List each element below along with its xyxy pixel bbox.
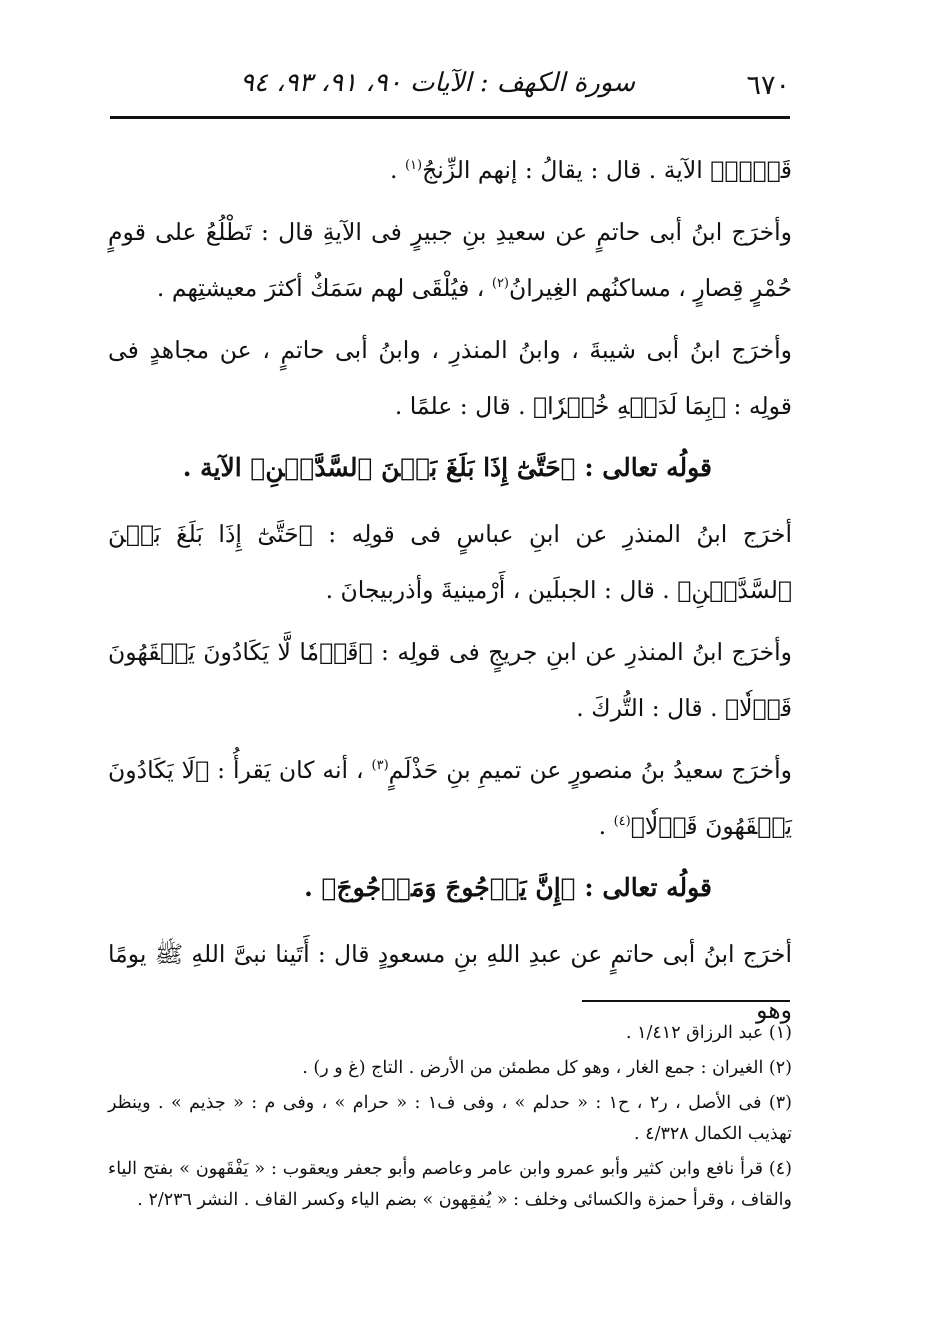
paragraph	[108, 506, 792, 618]
footnote-ref[interactable]: (٤)	[613, 814, 631, 830]
paragraph-text: قَوۡمٖ﴾ الآية . قال : يقالُ : إنهم الزِّنجُ	[422, 156, 792, 184]
paragraph	[108, 322, 792, 434]
paragraph	[108, 204, 792, 316]
paragraph	[108, 142, 792, 198]
footnote: (٢) الغيران : جمع الغار ، وهو كل مطمئن من الأرض . التاج (غ و ر) .	[302, 1058, 792, 1078]
paragraph-text: .	[389, 156, 405, 184]
section-heading	[108, 860, 792, 916]
section-heading	[108, 440, 792, 496]
footnote-ref[interactable]: (١)	[404, 158, 423, 174]
paragraph-text: أخرَج ابنُ أبى حاتمٍ عن عبدِ اللهِ بنِ مسعودٍ قال : أَتَينا نبىَّ اللهِ ﷺ يومًا وهو	[108, 940, 792, 1024]
paragraph-text: وأخرَج ابنُ أبى شيبةَ ، وابنُ المنذرِ ، وابنُ أبى حاتمٍ ، عن مجاهدٍ فى قولِه : ﴿بِمَا لَدَيۡهِ خُبۡرٗا﴾ . قال : علمًا .	[108, 336, 792, 420]
page-number: ٦٧٠	[746, 70, 790, 101]
heading-text: قولُه تعالى : ﴿إِنَّ يَأۡجُوجَ وَمَأۡجُوجَ﴾ .	[304, 873, 712, 902]
page-header	[110, 62, 790, 110]
heading-text: قولُه تعالى : ﴿حَتَّىٰٓ إِذَا بَلَغَ بَيۡنَ ٱلسَّدَّيۡنِ﴾ الآية .	[182, 453, 712, 482]
footnote-rule	[582, 1000, 790, 1002]
footnote: (٤) قرأ نافع وابن كثير وأبو عمرو وابن عامر وعاصم وأبو جعفر ويعقوب : « يَفْقَهون » بفتح الياء والقاف ، وقرأ حمزة والكسائى وخلف : « يُفقِهون » بضم الياء وكسر القاف . النشر ٢/٢٣٦ .	[108, 1159, 792, 1210]
main-text	[108, 142, 792, 1044]
footnote: (٣) فى الأصل ، ر٢ ، ح١ : « حدلم » ، وفى ف١ : « حرام » ، وفى م : « جذيم » . وينظر تهذيب الكمال ٤/٣٢٨ .	[108, 1093, 792, 1144]
footnotes	[108, 1018, 792, 1220]
paragraph-text: ، فيُلْقَى لهم سَمَكٌ أكثرَ معيشتِهم .	[156, 274, 492, 302]
paragraph-text: وأخرَج ابنُ أبى حاتمٍ عن سعيدِ بنِ جبيرٍ فى الآيةِ قال : تَطْلُعُ على قومٍ حُمْرٍ قِصارٍ ، مساكنُهم الغِيرانُ	[108, 218, 792, 302]
paragraph-text: ، أنه كان يَقرأُ : ﴿لَا يَكَادُونَ يَفۡقَهُونَ قَوۡلٗا﴾	[108, 756, 792, 840]
paragraph	[108, 742, 792, 854]
paragraph-text: .	[598, 812, 614, 840]
running-title: سورة الكهف : الآيات ٩٠، ٩١، ٩٣، ٩٤	[239, 68, 635, 98]
footnote-ref[interactable]: (٣)	[371, 758, 389, 774]
footnote-ref[interactable]: (٢)	[491, 276, 509, 292]
header-rule	[110, 116, 790, 119]
paragraph-text: أخرَج ابنُ المنذرِ عن ابنِ عباسٍ فى قولِه : ﴿حَتَّىٰٓ إِذَا بَلَغَ بَيۡنَ ٱلسَّدَّيۡنِ﴾ . قال : الجبلَين ، أَرْمينيةَ وأذربيجانَ .	[108, 520, 792, 604]
paragraph-text: وأخرَج سعيدُ بنُ منصورٍ عن تميمِ بنِ حَذْلَمٍ	[388, 756, 793, 784]
paragraph-text: وأخرَج ابنُ المنذرِ عن ابنِ جريجٍ فى قولِه : ﴿قَوۡمٗا لَّا يَكَادُونَ يَفۡقَهُونَ قَوۡلٗا﴾ . قال : التُّركَ .	[108, 638, 792, 722]
footnote: (١) عبد الرزاق ١/٤١٢ .	[625, 1023, 792, 1043]
paragraph	[108, 624, 792, 736]
